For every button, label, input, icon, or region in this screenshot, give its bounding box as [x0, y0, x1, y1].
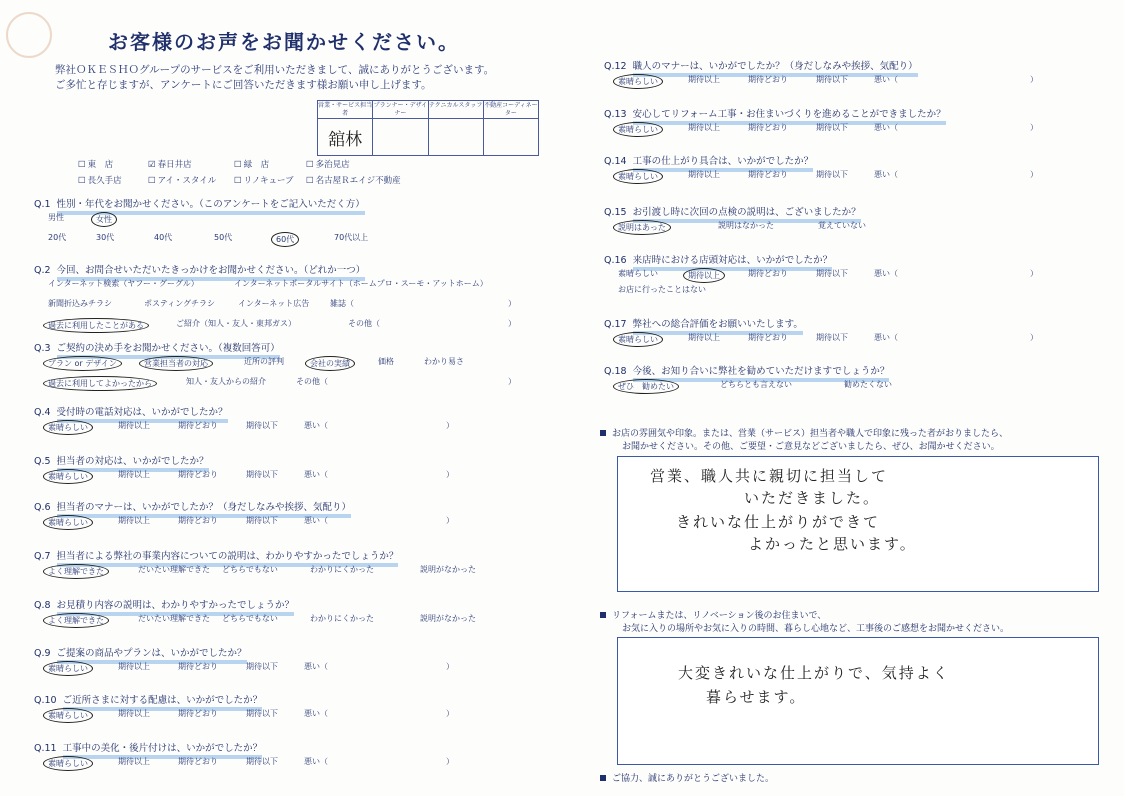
- staff-value[interactable]: [373, 119, 427, 155]
- question-number: Q.11: [34, 743, 57, 754]
- answer-option[interactable]: 過去に利用したことがある: [43, 318, 149, 333]
- answer-option[interactable]: 悪い（: [304, 662, 328, 671]
- answer-option[interactable]: 70代以上: [334, 233, 369, 242]
- option-row: [48, 318, 518, 330]
- store-checkbox[interactable]: ☐ アイ・スタイル: [148, 174, 234, 186]
- answer-option[interactable]: 期待以上: [688, 75, 720, 84]
- answer-option[interactable]: 期待どおり: [748, 75, 788, 84]
- answer-option[interactable]: 営業担当者の対応: [139, 356, 213, 371]
- store-checkbox[interactable]: ☐ 名古屋Ｒエイジ不動産: [306, 174, 416, 186]
- question-text: ご契約の決め手をお聞かせください。（複数回答可）: [57, 340, 280, 359]
- answer-option[interactable]: プラン or デザイン: [43, 356, 122, 371]
- question-number: Q.1: [34, 199, 51, 210]
- page-title: お客様のお声をお聞かせください。: [108, 30, 460, 54]
- option-row: [618, 332, 1088, 344]
- staff-table: 営業・サービス担当者 舘林 プランナー・デザイナー テクニカルスタッフ 不動産コーディネーター: [317, 100, 539, 156]
- question-text: お引渡し時に次回の点検の説明は、ございましたか？: [633, 204, 861, 223]
- answer-option[interactable]: 期待以下: [816, 269, 848, 278]
- question-number: Q.13: [604, 109, 627, 120]
- option-row: [48, 469, 518, 481]
- option-row: [48, 515, 518, 527]
- answer-option[interactable]: 期待どおり: [178, 662, 218, 671]
- option-row: [48, 420, 518, 432]
- answer-option[interactable]: 悪い（: [304, 516, 328, 525]
- answer-option[interactable]: 悪い（: [304, 470, 328, 479]
- answer-option[interactable]: 新聞折込みチラシ: [48, 299, 112, 308]
- answer-option[interactable]: 悪い（: [874, 333, 898, 342]
- question-number: Q.7: [34, 551, 51, 562]
- answer-option[interactable]: 期待どおり: [748, 333, 788, 342]
- option-row: [618, 169, 1088, 181]
- answer-option[interactable]: 素晴らしい: [43, 756, 93, 771]
- answer-option[interactable]: ぜひ 勧めたい: [613, 379, 679, 394]
- answer-option[interactable]: 期待以上: [118, 662, 150, 671]
- answer-option[interactable]: 素晴らしい: [43, 708, 93, 723]
- answer-option[interactable]: 知人・友人からの紹介: [186, 377, 266, 386]
- store-checklist: [78, 158, 416, 186]
- answer-option[interactable]: 期待どおり: [178, 709, 218, 718]
- store-checkbox[interactable]: ☐ 多治見店: [306, 158, 416, 170]
- question-number: Q.18: [604, 366, 627, 377]
- comment1-box[interactable]: 営業、職人共に親切に担当して いただきました。 きれいな仕上がりができて よかったと思います。: [617, 456, 1099, 592]
- question-text: 受付時の電話対応は、いかがでしたか？: [57, 404, 228, 423]
- answer-option[interactable]: 期待以上: [118, 421, 150, 430]
- closing-text: ご協力、誠にありがとうございました。: [600, 773, 774, 786]
- question-number: Q.17: [604, 319, 627, 330]
- option-row: [618, 379, 1088, 391]
- seal-stamp: [6, 12, 52, 58]
- question-number: Q.3: [34, 343, 51, 354]
- answer-option[interactable]: ）: [508, 377, 516, 386]
- answer-option[interactable]: 素晴らしい: [43, 469, 93, 484]
- answer-option[interactable]: ）: [1030, 269, 1038, 278]
- answer-option[interactable]: 期待どおり: [748, 170, 788, 179]
- answer-option[interactable]: 説明はあった: [613, 220, 671, 235]
- square-bullet-icon: [600, 775, 606, 781]
- comment2-box[interactable]: 大変きれいな仕上がりで、気持よく 暮らせます。: [617, 637, 1099, 765]
- answer-option[interactable]: 期待以下: [816, 123, 848, 132]
- answer-option[interactable]: 期待以下: [816, 75, 848, 84]
- answer-option[interactable]: 期待どおり: [178, 516, 218, 525]
- answer-option[interactable]: 悪い（: [874, 170, 898, 179]
- option-row: [48, 356, 518, 368]
- answer-option[interactable]: お店に行ったことはない: [618, 285, 706, 294]
- answer-option[interactable]: 期待以上: [118, 516, 150, 525]
- answer-option[interactable]: 悪い（: [874, 75, 898, 84]
- question-number: Q.16: [604, 255, 627, 266]
- square-bullet-icon: [600, 430, 606, 436]
- answer-option[interactable]: 悪い（: [304, 421, 328, 430]
- answer-option[interactable]: 期待どおり: [178, 470, 218, 479]
- answer-option[interactable]: わかりにくかった: [310, 565, 374, 574]
- answer-option[interactable]: どちらでもない: [222, 565, 278, 574]
- option-row: [618, 74, 1088, 86]
- answer-option[interactable]: 期待以上: [688, 333, 720, 342]
- answer-option[interactable]: ）: [508, 319, 516, 328]
- store-checkbox[interactable]: ☐ 緑 店: [234, 158, 306, 170]
- answer-option[interactable]: 期待以下: [246, 757, 278, 766]
- question-number: Q.5: [34, 456, 51, 467]
- question-number: Q.12: [604, 61, 627, 72]
- question-number: Q.8: [34, 600, 51, 611]
- option-row: [618, 122, 1088, 134]
- answer-option[interactable]: 期待どおり: [748, 269, 788, 278]
- answer-option[interactable]: 男性: [48, 213, 64, 222]
- answer-option[interactable]: 期待以上: [683, 268, 725, 283]
- answer-option[interactable]: 素晴らしい: [613, 169, 663, 184]
- answer-option[interactable]: ポスティングチラシ: [144, 299, 216, 308]
- answer-option[interactable]: 説明がなかった: [420, 565, 476, 574]
- question-text: 安心してリフォーム工事・お住まいづくりを進めることができましたか？: [633, 106, 946, 125]
- answer-option[interactable]: 期待以下: [246, 662, 278, 671]
- question-text: 性別・年代をお聞かせください。（このアンケートをご記入いただく方）: [57, 196, 365, 215]
- answer-option[interactable]: ）: [446, 662, 454, 671]
- option-row: [48, 212, 518, 224]
- question-number: Q.6: [34, 502, 51, 513]
- answer-option[interactable]: 説明はなかった: [718, 221, 774, 230]
- question-text: 今後、お知り合いに弊社を勧めていただけますでしょうか？: [633, 363, 890, 382]
- answer-option[interactable]: ）: [1030, 123, 1038, 132]
- option-row: [48, 708, 518, 720]
- answer-option[interactable]: 期待以下: [246, 516, 278, 525]
- answer-option[interactable]: 期待以下: [246, 709, 278, 718]
- answer-option[interactable]: 40代: [154, 233, 173, 242]
- store-checkbox[interactable]: ☐ リノキューブ: [234, 174, 306, 186]
- answer-option[interactable]: 期待以下: [246, 421, 278, 430]
- answer-option[interactable]: 期待以下: [816, 170, 848, 179]
- answer-option[interactable]: 期待どおり: [178, 421, 218, 430]
- answer-option[interactable]: わかりにくかった: [310, 614, 374, 623]
- question-text: 工事中の美化・後片付けは、いかがでしたか？: [63, 740, 263, 759]
- answer-option[interactable]: 素晴らしい: [613, 332, 663, 347]
- answer-option[interactable]: 素晴らしい: [618, 269, 658, 278]
- question-text: 工事の仕上がり具合は、いかがでしたか？: [633, 153, 814, 172]
- answer-option[interactable]: 説明がなかった: [420, 614, 476, 623]
- answer-option[interactable]: ）: [1030, 333, 1038, 342]
- intro-text: 弊社ＯＫＥＳＨＯグループのサービスをご利用いただきまして、誠にありがとうございます。 ご多忙と存じますが、アンケートにご回答いただきます様お願い申し上げます。: [55, 64, 495, 91]
- answer-option[interactable]: 期待以上: [118, 709, 150, 718]
- question-text: 担当者の対応は、いかがでしたか？: [57, 453, 209, 472]
- answer-option[interactable]: 期待どおり: [748, 123, 788, 132]
- option-row: [48, 564, 518, 576]
- question-number: Q.2: [34, 265, 51, 276]
- answer-option[interactable]: 悪い（: [304, 757, 328, 766]
- question-text: ご提案の商品やプランは、いかがでしたか？: [57, 645, 247, 664]
- option-row: [48, 613, 518, 625]
- answer-option[interactable]: 勧めたくない: [844, 380, 892, 389]
- answer-option[interactable]: ）: [446, 709, 454, 718]
- answer-option[interactable]: ）: [446, 421, 454, 430]
- answer-option[interactable]: 覚えていない: [818, 221, 866, 230]
- answer-option[interactable]: 30代: [96, 233, 115, 242]
- option-row: [48, 661, 518, 673]
- answer-option[interactable]: 素晴らしい: [613, 122, 663, 137]
- comment2-prompt: リフォームまたは、リノベーション後のお住まいで、 お気に入りの場所やお気に入りの時間、暮らし心地など、工事後のご感想をお聞かせください。: [600, 610, 1009, 636]
- answer-option[interactable]: 近所の評判: [244, 357, 284, 366]
- staff-value[interactable]: 舘林: [328, 129, 363, 150]
- answer-option[interactable]: 悪い（: [874, 123, 898, 132]
- answer-option[interactable]: 悪い（: [874, 269, 898, 278]
- answer-option[interactable]: よく理解できた: [43, 564, 109, 579]
- question-text: 職人のマナーは、いかがでしたか？（身だしなみや挨拶、気配り）: [633, 58, 918, 77]
- question-text: 今回、お問合せいただいたきっかけをお聞かせください。（どれか一つ）: [57, 262, 366, 281]
- question-number: Q.15: [604, 207, 627, 218]
- answer-option[interactable]: 期待以上: [118, 470, 150, 479]
- question-text: お見積り内容の説明は、わかりやすかったでしょうか？: [57, 597, 295, 616]
- answer-option[interactable]: 期待以上: [688, 170, 720, 179]
- question-number: Q.9: [34, 648, 51, 659]
- answer-option[interactable]: 素晴らしい: [43, 420, 93, 435]
- store-checkbox[interactable]: ☐ 長久手店: [78, 174, 148, 186]
- answer-option[interactable]: インターネットポータルサイト（ホームプロ・スーモ・アットホーム）: [234, 279, 488, 288]
- option-row: [48, 232, 518, 244]
- option-row: [618, 284, 1088, 296]
- answer-option[interactable]: わかり易さ: [424, 357, 464, 366]
- answer-option[interactable]: 期待どおり: [178, 757, 218, 766]
- answer-option[interactable]: どちらとも言えない: [720, 380, 792, 389]
- answer-option[interactable]: どちらでもない: [222, 614, 278, 623]
- answer-option[interactable]: だいたい理解できた: [138, 565, 210, 574]
- answer-option[interactable]: インターネット広告: [238, 299, 310, 308]
- answer-option[interactable]: 素晴らしい: [43, 515, 93, 530]
- question-number: Q.10: [34, 695, 57, 706]
- option-row: [48, 756, 518, 768]
- answer-option[interactable]: 期待以下: [246, 470, 278, 479]
- question-number: Q.4: [34, 407, 51, 418]
- answer-option[interactable]: 期待以下: [816, 333, 848, 342]
- answer-option[interactable]: 60代: [271, 232, 299, 247]
- question-text: 担当者による弊社の事業内容についての説明は、わかりやすかったでしょうか？: [57, 548, 399, 567]
- answer-option[interactable]: ご紹介（知人・友人・東邦ガス）: [176, 319, 296, 328]
- option-row: [48, 278, 518, 290]
- answer-option[interactable]: ）: [1030, 170, 1038, 179]
- store-checkbox[interactable]: ☐ 東 店: [78, 158, 148, 170]
- answer-option[interactable]: その他（: [348, 319, 380, 328]
- answer-option[interactable]: 価格: [378, 357, 394, 366]
- answer-option[interactable]: 50代: [214, 233, 233, 242]
- answer-option[interactable]: 素晴らしい: [43, 661, 93, 676]
- answer-option[interactable]: 悪い（: [304, 709, 328, 718]
- answer-option[interactable]: ）: [446, 757, 454, 766]
- question-text: 来店時における店頭対応は、いかがでしたか？: [633, 252, 833, 271]
- answer-option[interactable]: ）: [446, 516, 454, 525]
- answer-option[interactable]: 20代: [48, 233, 67, 242]
- answer-option[interactable]: ）: [1030, 75, 1038, 84]
- question-text: 弊社への総合評価をお願いいたします。: [633, 316, 803, 335]
- answer-option[interactable]: 期待以上: [688, 123, 720, 132]
- answer-option[interactable]: 会社の実績: [305, 356, 355, 371]
- answer-option[interactable]: 期待以上: [118, 757, 150, 766]
- option-row: [48, 376, 518, 388]
- answer-option[interactable]: 素晴らしい: [613, 74, 663, 89]
- staff-value[interactable]: [484, 119, 538, 155]
- answer-option[interactable]: よく理解できた: [43, 613, 109, 628]
- answer-option[interactable]: その他（: [296, 377, 328, 386]
- comment1-prompt: お店の雰囲気や印象。または、営業（サービス）担当者や職人で印象に残った者がおりましたら、 お聞かせください。その他、ご要望・ご意見などございましたら、ぜひ、お聞かせください。: [600, 428, 1008, 454]
- answer-option[interactable]: インターネット検索（ヤフー・グーグル）: [48, 279, 199, 288]
- answer-option[interactable]: ）: [446, 470, 454, 479]
- question-number: Q.14: [604, 156, 627, 167]
- option-row: [618, 220, 1088, 232]
- question-text: 担当者のマナーは、いかがでしたか？（身だしなみや挨拶、気配り）: [57, 499, 352, 518]
- answer-option[interactable]: 雑誌（: [330, 299, 354, 308]
- answer-option[interactable]: だいたい理解できた: [138, 614, 210, 623]
- question-text: ご近所さまに対する配慮は、いかがでしたか？: [63, 692, 263, 711]
- store-checkbox[interactable]: ☑ 春日井店: [148, 158, 234, 170]
- option-row: [618, 268, 1088, 280]
- answer-option[interactable]: 過去に利用してよかったから: [43, 376, 157, 391]
- option-row: [48, 298, 518, 310]
- staff-value[interactable]: [429, 119, 483, 155]
- answer-option[interactable]: ）: [508, 299, 516, 308]
- square-bullet-icon: [600, 612, 606, 618]
- answer-option[interactable]: 女性: [91, 212, 117, 227]
